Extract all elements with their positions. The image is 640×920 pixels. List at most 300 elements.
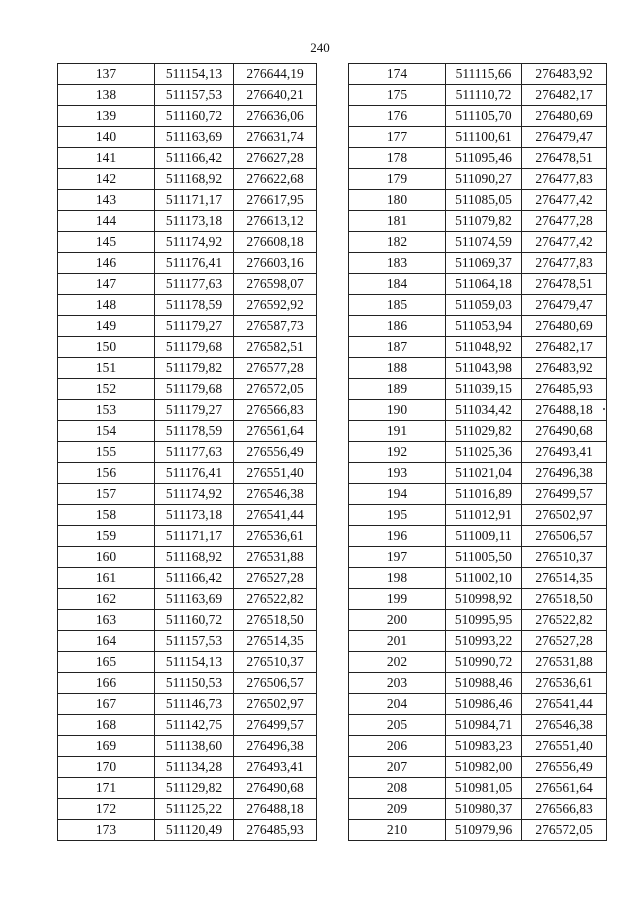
y-coordinate-cell: 276496,38 <box>234 736 317 757</box>
table-row <box>58 274 317 295</box>
y-coordinate-cell: 276480,69 <box>522 316 607 337</box>
x-coordinate-cell: 511179,68 <box>155 379 234 400</box>
y-coordinate-cell: 276490,68 <box>522 421 607 442</box>
point-number-cell: 160 <box>58 547 155 568</box>
table-row <box>58 232 317 253</box>
point-number-cell: 177 <box>349 127 446 148</box>
table-row <box>349 85 607 106</box>
x-coordinate-cell: 511177,63 <box>155 274 234 295</box>
point-number-cell: 187 <box>349 337 446 358</box>
y-coordinate-cell: 276482,17 <box>522 337 607 358</box>
table-row <box>58 484 317 505</box>
x-coordinate-cell: 511138,60 <box>155 736 234 757</box>
y-coordinate-cell: 276493,41 <box>234 757 317 778</box>
x-coordinate-cell: 511034,42 <box>446 400 522 421</box>
table-row <box>58 442 317 463</box>
table-row <box>349 757 607 778</box>
x-coordinate-cell: 511105,70 <box>446 106 522 127</box>
x-coordinate-cell: 511120,49 <box>155 820 234 841</box>
point-number-cell: 151 <box>58 358 155 379</box>
table-row <box>349 778 607 799</box>
y-coordinate-cell: 276551,40 <box>234 463 317 484</box>
x-coordinate-cell: 511174,92 <box>155 232 234 253</box>
y-coordinate-cell: 276510,37 <box>234 652 317 673</box>
point-number-cell: 165 <box>58 652 155 673</box>
page-number: 240 <box>310 40 330 55</box>
table-row <box>58 778 317 799</box>
y-coordinate-cell: 276477,83 <box>522 253 607 274</box>
y-coordinate-cell: 276627,28 <box>234 148 317 169</box>
x-coordinate-cell: 511021,04 <box>446 463 522 484</box>
point-number-cell: 158 <box>58 505 155 526</box>
point-number-cell: 191 <box>349 421 446 442</box>
table-row <box>58 568 317 589</box>
x-coordinate-cell: 511168,92 <box>155 547 234 568</box>
point-number-cell: 161 <box>58 568 155 589</box>
point-number-cell: 179 <box>349 169 446 190</box>
x-coordinate-cell: 510982,00 <box>446 757 522 778</box>
point-number-cell: 193 <box>349 463 446 484</box>
x-coordinate-cell: 511174,92 <box>155 484 234 505</box>
table-row <box>58 526 317 547</box>
x-coordinate-cell: 511166,42 <box>155 148 234 169</box>
y-coordinate-cell: 276478,51 <box>522 274 607 295</box>
x-coordinate-cell: 511069,37 <box>446 253 522 274</box>
table-row <box>349 253 607 274</box>
y-coordinate-cell: 276541,44 <box>522 694 607 715</box>
y-coordinate-cell: 276531,88 <box>522 652 607 673</box>
point-number-cell: 185 <box>349 295 446 316</box>
point-number-cell: 209 <box>349 799 446 820</box>
y-coordinate-cell: 276592,92 <box>234 295 317 316</box>
table-row <box>58 820 317 841</box>
x-coordinate-cell: 511016,89 <box>446 484 522 505</box>
x-coordinate-cell: 511157,53 <box>155 631 234 652</box>
y-coordinate-cell: 276541,44 <box>234 505 317 526</box>
y-coordinate-cell: 276479,47 <box>522 127 607 148</box>
x-coordinate-cell: 510986,46 <box>446 694 522 715</box>
x-coordinate-cell: 511146,73 <box>155 694 234 715</box>
table-row <box>58 106 317 127</box>
point-number-cell: 203 <box>349 673 446 694</box>
point-number-cell: 195 <box>349 505 446 526</box>
point-number-cell: 208 <box>349 778 446 799</box>
x-coordinate-cell: 511179,68 <box>155 337 234 358</box>
y-coordinate-cell: 276556,49 <box>234 442 317 463</box>
table-row <box>58 148 317 169</box>
point-number-cell: 202 <box>349 652 446 673</box>
coordinates-table-left <box>57 63 317 841</box>
point-number-cell: 144 <box>58 211 155 232</box>
x-coordinate-cell: 510998,92 <box>446 589 522 610</box>
point-number-cell: 167 <box>58 694 155 715</box>
x-coordinate-cell: 510980,37 <box>446 799 522 820</box>
table-row <box>349 715 607 736</box>
point-number-cell: 146 <box>58 253 155 274</box>
table-row <box>349 337 607 358</box>
x-coordinate-cell: 511125,22 <box>155 799 234 820</box>
y-coordinate-cell: 276522,82 <box>522 610 607 631</box>
table-row <box>58 589 317 610</box>
point-number-cell: 149 <box>58 316 155 337</box>
table-row <box>349 652 607 673</box>
x-coordinate-cell: 510979,96 <box>446 820 522 841</box>
table-row <box>349 379 607 400</box>
y-coordinate-cell: 276598,07 <box>234 274 317 295</box>
table-row <box>349 127 607 148</box>
y-coordinate-cell: 276490,68 <box>234 778 317 799</box>
y-coordinate-cell: 276613,12 <box>234 211 317 232</box>
y-coordinate-cell: 276488,18 <box>522 400 607 421</box>
y-coordinate-cell: 276477,28 <box>522 211 607 232</box>
table-row <box>58 715 317 736</box>
point-number-cell: 154 <box>58 421 155 442</box>
point-number-cell: 198 <box>349 568 446 589</box>
point-number-cell: 168 <box>58 715 155 736</box>
table-row <box>349 631 607 652</box>
point-number-cell: 178 <box>349 148 446 169</box>
y-coordinate-cell: 276644,19 <box>234 64 317 85</box>
table-row <box>349 295 607 316</box>
table-row <box>349 169 607 190</box>
y-coordinate-cell: 276551,40 <box>522 736 607 757</box>
x-coordinate-cell: 511179,27 <box>155 316 234 337</box>
y-coordinate-cell: 276566,83 <box>234 400 317 421</box>
point-number-cell: 204 <box>349 694 446 715</box>
table-row <box>58 190 317 211</box>
y-coordinate-cell: 276572,05 <box>234 379 317 400</box>
point-number-cell: 206 <box>349 736 446 757</box>
point-number-cell: 181 <box>349 211 446 232</box>
x-coordinate-cell: 511171,17 <box>155 526 234 547</box>
y-coordinate-cell: 276496,38 <box>522 463 607 484</box>
y-coordinate-cell: 276477,42 <box>522 190 607 211</box>
x-coordinate-cell: 511009,11 <box>446 526 522 547</box>
x-coordinate-cell: 510993,22 <box>446 631 522 652</box>
x-coordinate-cell: 511074,59 <box>446 232 522 253</box>
table-row <box>58 85 317 106</box>
table-row <box>58 463 317 484</box>
table-row <box>58 295 317 316</box>
y-coordinate-cell: 276572,05 <box>522 820 607 841</box>
x-coordinate-cell: 511095,46 <box>446 148 522 169</box>
y-coordinate-cell: 276510,37 <box>522 547 607 568</box>
x-coordinate-cell: 511168,92 <box>155 169 234 190</box>
y-coordinate-cell: 276502,97 <box>522 505 607 526</box>
x-coordinate-cell: 511142,75 <box>155 715 234 736</box>
point-number-cell: 171 <box>58 778 155 799</box>
x-coordinate-cell: 511177,63 <box>155 442 234 463</box>
table-row <box>58 316 317 337</box>
table-row <box>58 169 317 190</box>
point-number-cell: 138 <box>58 85 155 106</box>
point-number-cell: 145 <box>58 232 155 253</box>
x-coordinate-cell: 511179,82 <box>155 358 234 379</box>
x-coordinate-cell: 511173,18 <box>155 211 234 232</box>
y-coordinate-cell: 276603,16 <box>234 253 317 274</box>
table-row <box>58 547 317 568</box>
x-coordinate-cell: 511110,72 <box>446 85 522 106</box>
x-coordinate-cell: 510984,71 <box>446 715 522 736</box>
y-coordinate-cell: 276531,88 <box>234 547 317 568</box>
x-coordinate-cell: 511178,59 <box>155 421 234 442</box>
table-row <box>58 253 317 274</box>
table-row <box>349 484 607 505</box>
point-number-cell: 190 <box>349 400 446 421</box>
y-coordinate-cell: 276522,82 <box>234 589 317 610</box>
x-coordinate-cell: 511064,18 <box>446 274 522 295</box>
y-coordinate-cell: 276536,61 <box>522 673 607 694</box>
x-coordinate-cell: 510981,05 <box>446 778 522 799</box>
table-row <box>58 400 317 421</box>
point-number-cell: 163 <box>58 610 155 631</box>
y-coordinate-cell: 276546,38 <box>522 715 607 736</box>
x-coordinate-cell: 511163,69 <box>155 589 234 610</box>
x-coordinate-cell: 511176,41 <box>155 463 234 484</box>
point-number-cell: 147 <box>58 274 155 295</box>
y-coordinate-cell: 276566,83 <box>522 799 607 820</box>
y-coordinate-cell: 276482,17 <box>522 85 607 106</box>
y-coordinate-cell: 276577,28 <box>234 358 317 379</box>
y-coordinate-cell: 276479,47 <box>522 295 607 316</box>
y-coordinate-cell: 276485,93 <box>522 379 607 400</box>
point-number-cell: 186 <box>349 316 446 337</box>
y-coordinate-cell: 276556,49 <box>522 757 607 778</box>
x-coordinate-cell: 511079,82 <box>446 211 522 232</box>
table-row <box>349 442 607 463</box>
y-coordinate-cell: 276622,68 <box>234 169 317 190</box>
x-coordinate-cell: 511178,59 <box>155 295 234 316</box>
point-number-cell: 174 <box>349 64 446 85</box>
table-row <box>349 568 607 589</box>
table-row <box>58 799 317 820</box>
y-coordinate-cell: 276561,64 <box>522 778 607 799</box>
x-coordinate-cell: 511171,17 <box>155 190 234 211</box>
point-number-cell: 173 <box>58 820 155 841</box>
x-coordinate-cell: 511154,13 <box>155 64 234 85</box>
x-coordinate-cell: 510995,95 <box>446 610 522 631</box>
y-coordinate-cell: 276546,38 <box>234 484 317 505</box>
x-coordinate-cell: 511160,72 <box>155 106 234 127</box>
y-coordinate-cell: 276483,92 <box>522 64 607 85</box>
point-number-cell: 180 <box>349 190 446 211</box>
point-number-cell: 210 <box>349 820 446 841</box>
table-row <box>58 694 317 715</box>
point-number-cell: 176 <box>349 106 446 127</box>
x-coordinate-cell: 511012,91 <box>446 505 522 526</box>
y-coordinate-cell: 276608,18 <box>234 232 317 253</box>
table-row <box>58 64 317 85</box>
y-coordinate-cell: 276582,51 <box>234 337 317 358</box>
table-row <box>58 631 317 652</box>
y-coordinate-cell: 276527,28 <box>522 631 607 652</box>
table-row <box>349 106 607 127</box>
table-row <box>58 421 317 442</box>
x-coordinate-cell: 511154,13 <box>155 652 234 673</box>
table-row <box>58 673 317 694</box>
point-number-cell: 172 <box>58 799 155 820</box>
point-number-cell: 200 <box>349 610 446 631</box>
x-coordinate-cell: 511163,69 <box>155 127 234 148</box>
table-row <box>349 799 607 820</box>
table-row <box>349 463 607 484</box>
table-row <box>58 211 317 232</box>
x-coordinate-cell: 511029,82 <box>446 421 522 442</box>
table-row <box>349 610 607 631</box>
point-number-cell: 166 <box>58 673 155 694</box>
point-number-cell: 199 <box>349 589 446 610</box>
y-coordinate-cell: 276636,06 <box>234 106 317 127</box>
y-coordinate-cell: 276499,57 <box>234 715 317 736</box>
y-coordinate-cell: 276493,41 <box>522 442 607 463</box>
point-number-cell: 162 <box>58 589 155 610</box>
point-number-cell: 155 <box>58 442 155 463</box>
table-row <box>349 694 607 715</box>
table-row <box>58 652 317 673</box>
table-row <box>349 526 607 547</box>
y-coordinate-cell: 276477,42 <box>522 232 607 253</box>
point-number-cell: 152 <box>58 379 155 400</box>
point-number-cell: 194 <box>349 484 446 505</box>
y-coordinate-cell: 276514,35 <box>234 631 317 652</box>
x-coordinate-cell: 511059,03 <box>446 295 522 316</box>
x-coordinate-cell: 510983,23 <box>446 736 522 757</box>
x-coordinate-cell: 511039,15 <box>446 379 522 400</box>
point-number-cell: 156 <box>58 463 155 484</box>
table-row <box>58 757 317 778</box>
table-row <box>349 505 607 526</box>
x-coordinate-cell: 511150,53 <box>155 673 234 694</box>
x-coordinate-cell: 511002,10 <box>446 568 522 589</box>
point-number-cell: 197 <box>349 547 446 568</box>
y-coordinate-cell: 276640,21 <box>234 85 317 106</box>
y-coordinate-cell: 276499,57 <box>522 484 607 505</box>
x-coordinate-cell: 511005,50 <box>446 547 522 568</box>
x-coordinate-cell: 511176,41 <box>155 253 234 274</box>
table-row <box>349 148 607 169</box>
point-number-cell: 139 <box>58 106 155 127</box>
point-number-cell: 170 <box>58 757 155 778</box>
y-coordinate-cell: 276536,61 <box>234 526 317 547</box>
table-row <box>349 190 607 211</box>
x-coordinate-cell: 511043,98 <box>446 358 522 379</box>
x-coordinate-cell: 510988,46 <box>446 673 522 694</box>
point-number-cell: 159 <box>58 526 155 547</box>
point-number-cell: 164 <box>58 631 155 652</box>
y-coordinate-cell: 276587,73 <box>234 316 317 337</box>
point-number-cell: 140 <box>58 127 155 148</box>
y-coordinate-cell: 276527,28 <box>234 568 317 589</box>
point-number-cell: 182 <box>349 232 446 253</box>
point-number-cell: 184 <box>349 274 446 295</box>
y-coordinate-cell: 276518,50 <box>234 610 317 631</box>
y-coordinate-cell: 276518,50 <box>522 589 607 610</box>
y-coordinate-cell: 276483,92 <box>522 358 607 379</box>
table-row <box>349 274 607 295</box>
x-coordinate-cell: 511157,53 <box>155 85 234 106</box>
table-row <box>349 589 607 610</box>
point-number-cell: 142 <box>58 169 155 190</box>
x-coordinate-cell: 511025,36 <box>446 442 522 463</box>
point-number-cell: 150 <box>58 337 155 358</box>
table-row <box>349 547 607 568</box>
x-coordinate-cell: 511115,66 <box>446 64 522 85</box>
table-row <box>349 673 607 694</box>
x-coordinate-cell: 511160,72 <box>155 610 234 631</box>
table-row <box>349 820 607 841</box>
x-coordinate-cell: 511179,27 <box>155 400 234 421</box>
point-number-cell: 175 <box>349 85 446 106</box>
table-row <box>58 379 317 400</box>
table-row <box>349 64 607 85</box>
table-row <box>58 736 317 757</box>
y-coordinate-cell: 276506,57 <box>522 526 607 547</box>
table-row <box>349 400 607 421</box>
y-coordinate-cell: 276631,74 <box>234 127 317 148</box>
x-coordinate-cell: 511085,05 <box>446 190 522 211</box>
scan-speck <box>603 408 605 410</box>
table-row <box>58 127 317 148</box>
x-coordinate-cell: 511129,82 <box>155 778 234 799</box>
point-number-cell: 201 <box>349 631 446 652</box>
table-row <box>349 421 607 442</box>
point-number-cell: 196 <box>349 526 446 547</box>
table-row <box>349 211 607 232</box>
point-number-cell: 143 <box>58 190 155 211</box>
y-coordinate-cell: 276514,35 <box>522 568 607 589</box>
point-number-cell: 183 <box>349 253 446 274</box>
table-row <box>349 736 607 757</box>
y-coordinate-cell: 276488,18 <box>234 799 317 820</box>
y-coordinate-cell: 276506,57 <box>234 673 317 694</box>
y-coordinate-cell: 276485,93 <box>234 820 317 841</box>
point-number-cell: 189 <box>349 379 446 400</box>
point-number-cell: 137 <box>58 64 155 85</box>
x-coordinate-cell: 510990,72 <box>446 652 522 673</box>
x-coordinate-cell: 511100,61 <box>446 127 522 148</box>
x-coordinate-cell: 511134,28 <box>155 757 234 778</box>
y-coordinate-cell: 276480,69 <box>522 106 607 127</box>
y-coordinate-cell: 276477,83 <box>522 169 607 190</box>
table-row <box>58 337 317 358</box>
coordinates-table-right <box>348 63 607 841</box>
x-coordinate-cell: 511173,18 <box>155 505 234 526</box>
table-row <box>349 232 607 253</box>
table-row <box>349 316 607 337</box>
x-coordinate-cell: 511166,42 <box>155 568 234 589</box>
point-number-cell: 148 <box>58 295 155 316</box>
table-row <box>58 505 317 526</box>
point-number-cell: 157 <box>58 484 155 505</box>
point-number-cell: 207 <box>349 757 446 778</box>
y-coordinate-cell: 276478,51 <box>522 148 607 169</box>
point-number-cell: 169 <box>58 736 155 757</box>
y-coordinate-cell: 276561,64 <box>234 421 317 442</box>
x-coordinate-cell: 511090,27 <box>446 169 522 190</box>
y-coordinate-cell: 276502,97 <box>234 694 317 715</box>
x-coordinate-cell: 511053,94 <box>446 316 522 337</box>
y-coordinate-cell: 276617,95 <box>234 190 317 211</box>
table-row <box>349 358 607 379</box>
point-number-cell: 192 <box>349 442 446 463</box>
point-number-cell: 205 <box>349 715 446 736</box>
point-number-cell: 141 <box>58 148 155 169</box>
point-number-cell: 153 <box>58 400 155 421</box>
table-row <box>58 610 317 631</box>
table-row <box>58 358 317 379</box>
point-number-cell: 188 <box>349 358 446 379</box>
x-coordinate-cell: 511048,92 <box>446 337 522 358</box>
